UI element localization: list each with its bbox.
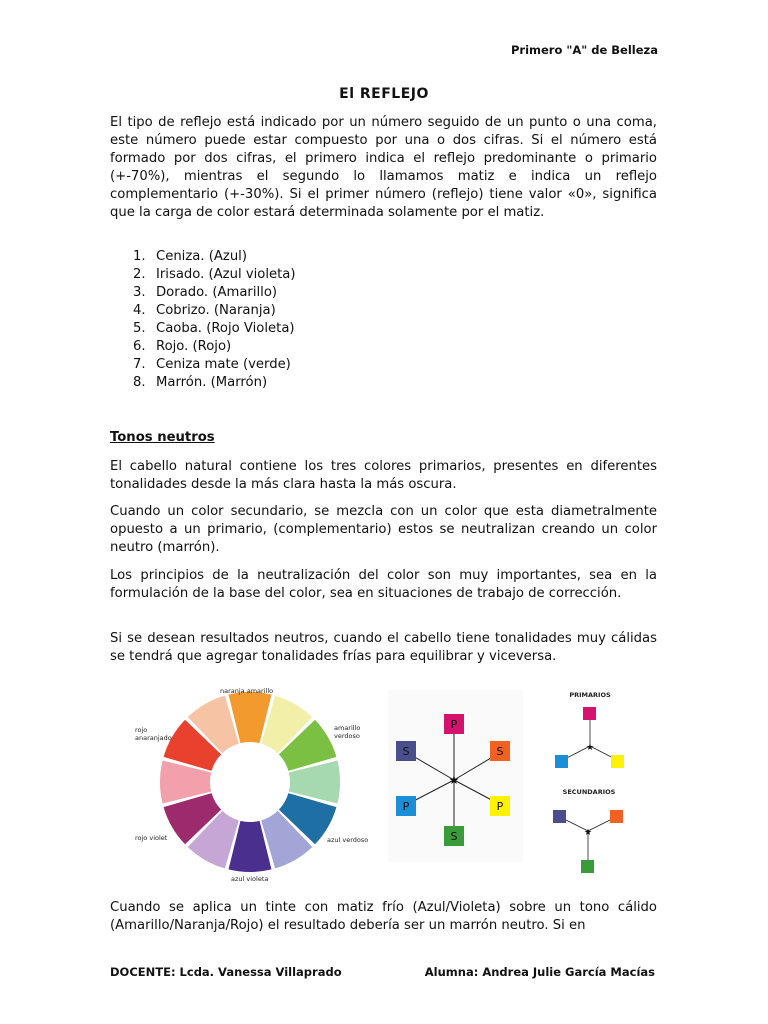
list-item: 5. Caoba. (Rojo Violeta) <box>133 321 295 336</box>
swatch-bottom-label: S <box>450 830 458 843</box>
star-icon: ★ <box>583 828 593 838</box>
swatch-lower-left-label: P <box>402 800 410 813</box>
page-title: El REFLEJO <box>339 86 429 102</box>
star-icon: ★ <box>585 743 595 753</box>
swatch-upper-right-label: S <box>496 745 504 758</box>
paragraph: Cuando un color secundario, se mezcla con un color que esta diametralmente opuesto a un primario, (complementario) estos se neutralizan creando un color neutro (marrón). <box>110 504 657 555</box>
primary-swatch-yellow <box>611 755 624 768</box>
secundarios-label: SECUNDARIOS <box>562 788 616 796</box>
list-item: 7. Ceniza mate (verde) <box>133 357 291 372</box>
color-wheel <box>160 692 340 872</box>
section-title: Tonos neutros <box>110 430 215 445</box>
paragraph: El cabello natural contiene los tres colores primarios, presentes en diferentes tonalidades desde la más clara hasta la más oscura. <box>110 459 657 492</box>
swatch-top-label: P <box>450 718 458 731</box>
wheel-label-bottom: azul violeta <box>231 875 269 883</box>
swatch-upper-left-label: S <box>402 745 410 758</box>
wheel-label-right-bottom: azul verdoso <box>327 836 369 844</box>
paragraph: Los principios de la neutralización del color son muy importantes, sea en la formulación de la base del color, sea en situaciones de trabajo de corrección. <box>110 568 657 601</box>
primary-swatch-magenta <box>583 707 596 720</box>
secondary-swatch-violet <box>553 810 566 823</box>
wheel-label-left-top-2: anaranjado <box>135 734 172 742</box>
list-item: 1. Ceniza. (Azul) <box>133 249 247 264</box>
list-item: 3. Dorado. (Amarillo) <box>133 285 278 300</box>
wheel-label-right-top-2: verdoso <box>334 732 360 740</box>
list-item: 2. Irisado. (Azul violeta) <box>133 267 296 282</box>
intro-paragraph: El tipo de reflejo está indicado por un número seguido de un punto o una coma, este número puede estar compuesto por una o dos cifras. Si el número está formado por dos cifras, el primero indica el reflejo predominante o primario (+-70%), mientras el segundo lo llamamos matiz e indica un reflejo complementario (+-30%). Si el primer número (reflejo) tiene valor «0», significa que la carga de color estará determinada solamente por el matiz. <box>110 115 657 220</box>
paragraph: Si se desean resultados neutros, cuando el cabello tiene tonalidades muy cálidas se tendrá que agregar tonalidades frías para equilibrar y viceversa. <box>110 631 657 664</box>
wheel-label-left-top: rojo <box>135 726 148 734</box>
secondary-swatch-green <box>581 860 594 873</box>
primarios-label: PRIMARIOS <box>569 691 611 699</box>
wheel-label-left-bottom: rojo violet <box>135 834 168 842</box>
wheel-label-right-top: amarillo <box>334 724 361 732</box>
color-wheel-figure <box>120 680 380 885</box>
list-item: 6. Rojo. (Rojo) <box>133 339 232 354</box>
closing-paragraph: Cuando se aplica un tinte con matiz frío (Azul/Violeta) sobre un tono cálido (Amarillo/Naranja/Rojo) el resultado debería ser un marrón neutro. Si en <box>110 900 657 933</box>
star-diagram <box>388 690 523 862</box>
list-item: 8. Marrón. (Marrón) <box>133 375 268 390</box>
secondary-swatch-orange <box>610 810 623 823</box>
reflex-list <box>133 248 296 392</box>
swatch-lower-right-label: P <box>496 800 504 813</box>
footer-student: Alumna: Andrea Julie García Macías <box>424 965 655 979</box>
header-course: Primero "A" de Belleza <box>510 43 658 57</box>
list-item: 4. Cobrizo. (Naranja) <box>133 303 276 318</box>
wheel-label-top: naranja amarillo <box>220 687 274 695</box>
footer-teacher: DOCENTE: Lcda. Vanessa Villaprado <box>110 965 342 979</box>
star-icon: ★ <box>448 773 460 787</box>
primary-secondary-diagram <box>545 688 640 878</box>
primary-swatch-blue <box>555 755 568 768</box>
